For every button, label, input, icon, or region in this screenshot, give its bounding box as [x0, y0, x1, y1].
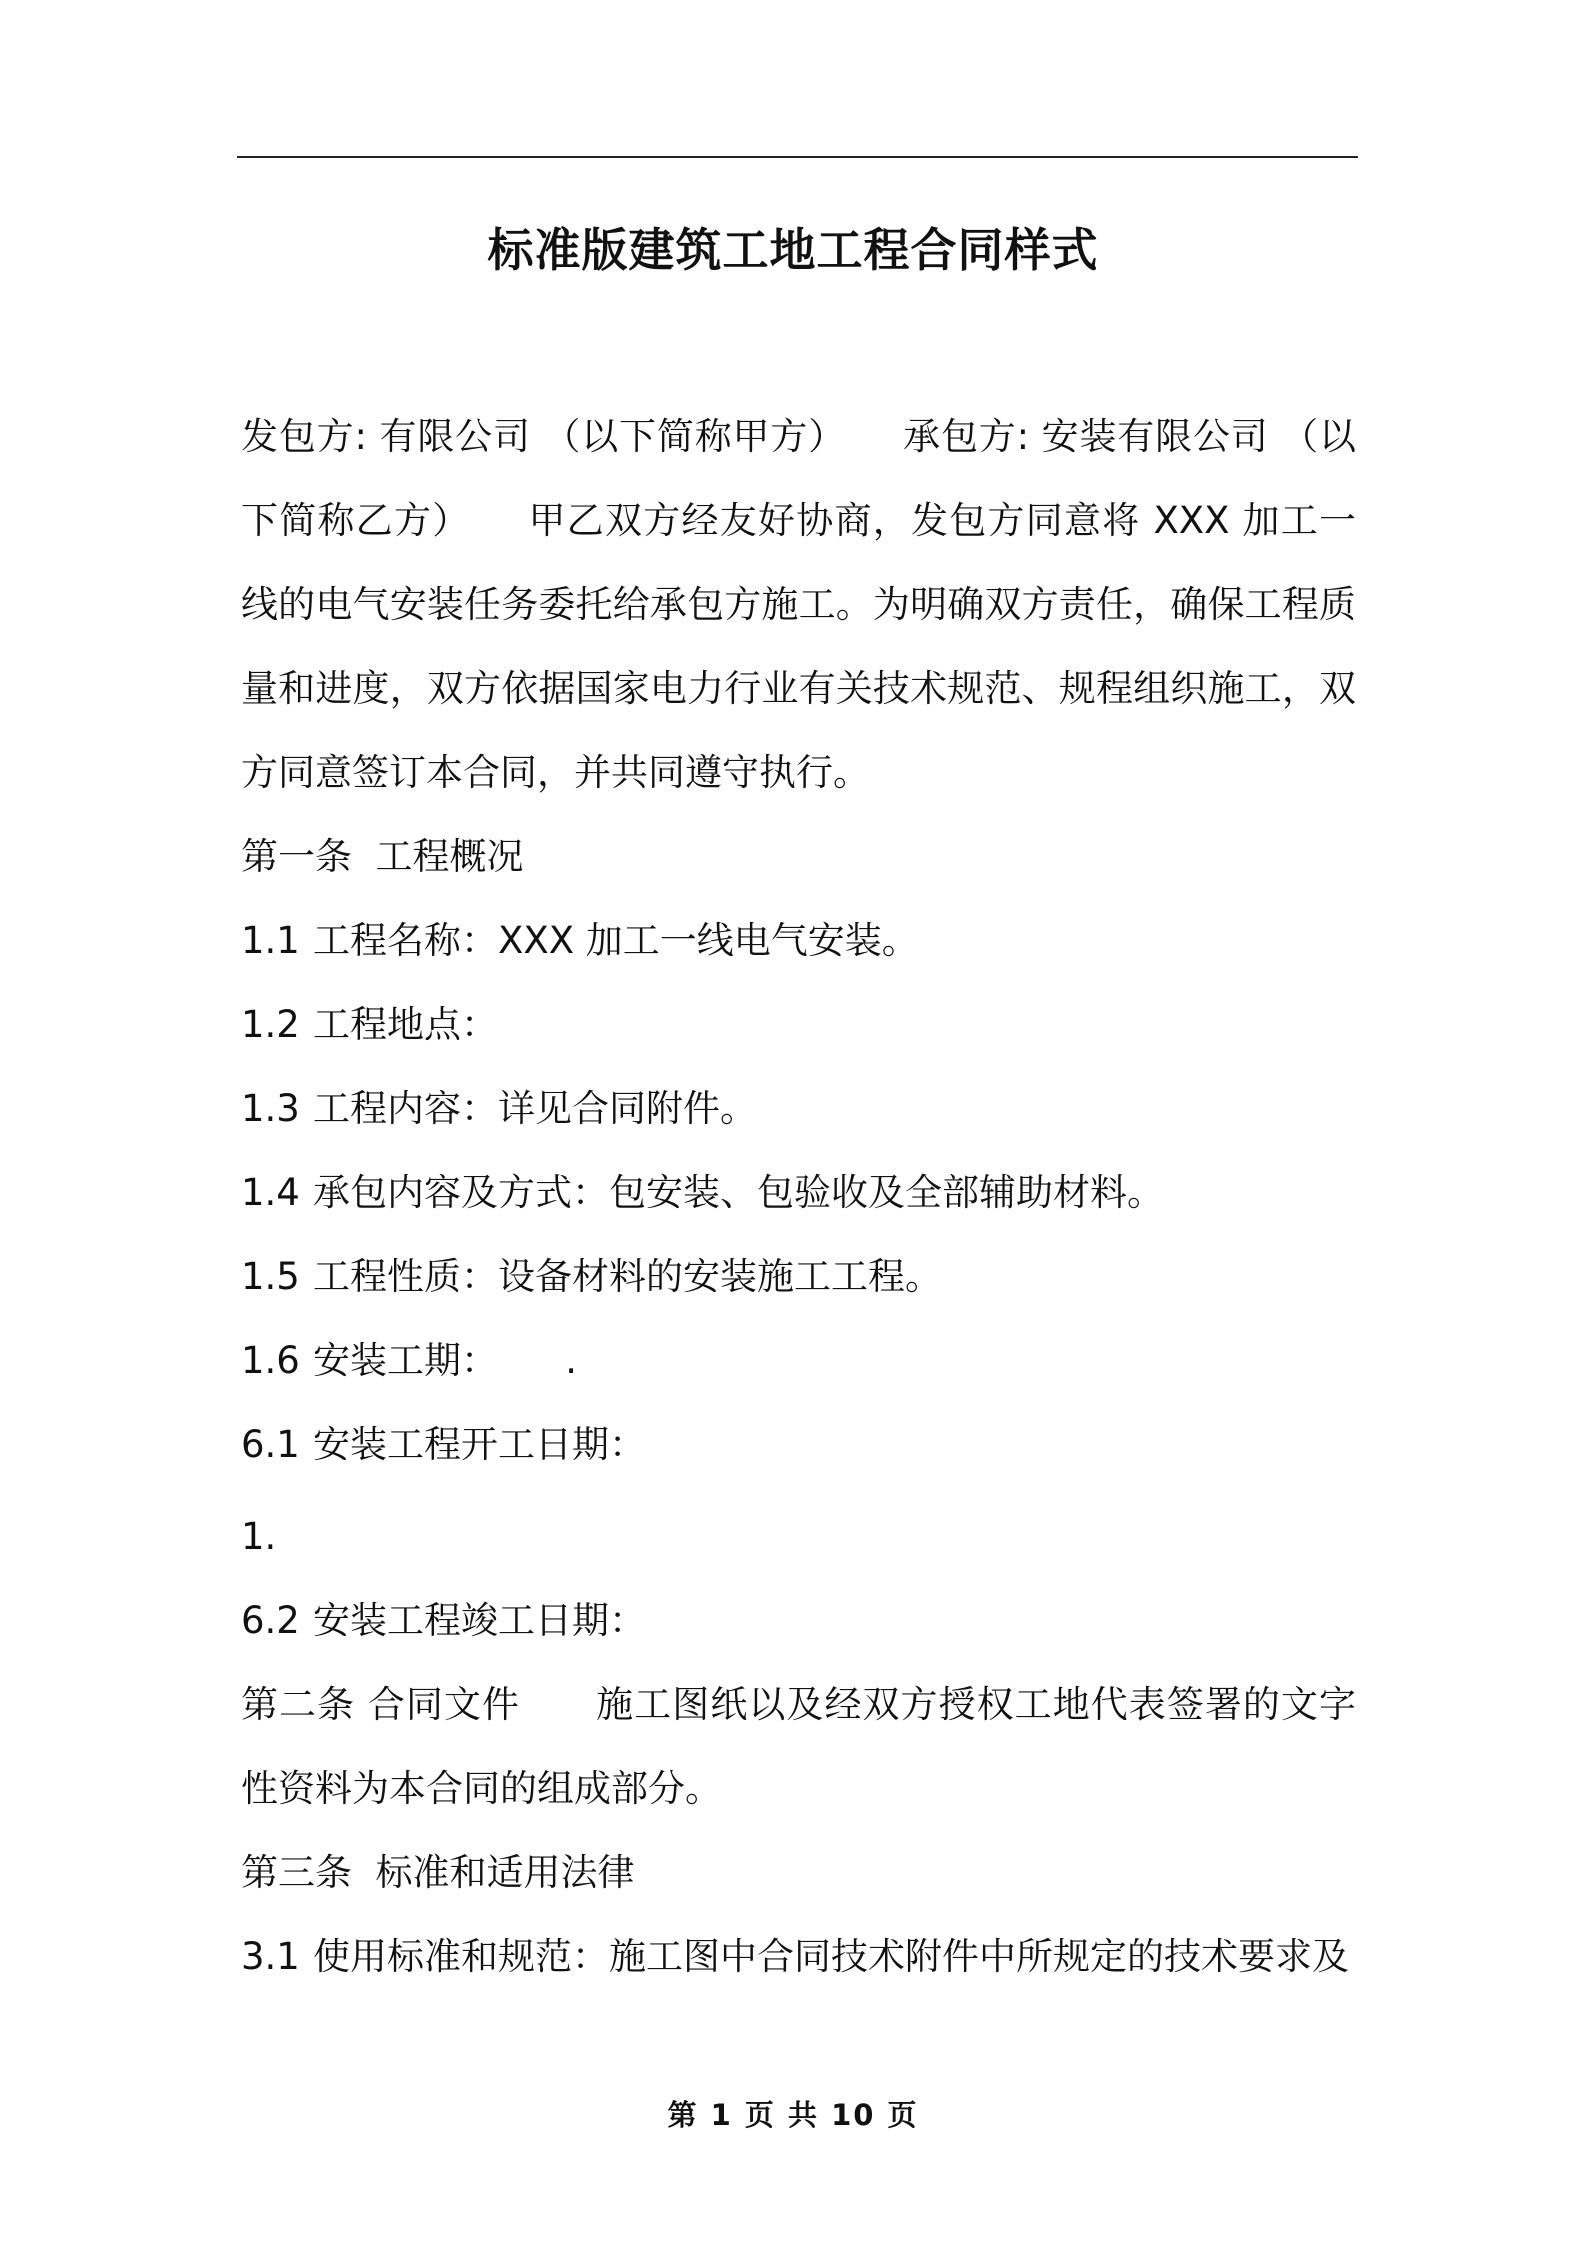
- document-title: 标准版建筑工地工程合同样式: [487, 223, 1099, 277]
- clause-1-2: [241, 983, 1356, 1067]
- clause-number: 1.: [241, 1515, 277, 1558]
- clause-number: 1.2: [241, 1003, 300, 1046]
- clause-6-2: [241, 1579, 1356, 1663]
- footer-total-pages: 10: [831, 2098, 876, 2132]
- clause-text: 工程内容：详见合同附件。: [313, 1087, 757, 1130]
- clause-number: 6.2: [241, 1599, 300, 1642]
- article-1-heading: 第一条 工程概况: [241, 835, 524, 878]
- clause-number: 1.5: [241, 1255, 300, 1298]
- clause-text: 使用标准和规范：施工图中合同技术附件中所规定的技术要求及: [313, 1935, 1349, 1978]
- clause-3-1: [241, 1915, 1356, 1999]
- header-rule: [237, 156, 1358, 158]
- clause-text: 工程名称：XXX 加工一线电气安装。: [313, 919, 919, 962]
- clause-6-1: [241, 1403, 1356, 1487]
- intro-paragraph: 发包方: 有限公司 （以下简称甲方） 承包方: 安装有限公司 （以下简称乙方） 甲乙双方经友好协商，发包方同意将 XXX 加工一线的电气安装任务委托给承包方施工。为明确双方责任，确保工程质量和进度，双方依据国家电力行业有关技术规范、规程组织施工，双方同意签订本合同，并共同遵守执行。: [241, 415, 1356, 794]
- clause-1-6: [241, 1319, 1356, 1403]
- clause-text: 承包内容及方式：包安装、包验收及全部辅助材料。: [313, 1171, 1164, 1214]
- footer-suffix: 页: [887, 2098, 919, 2132]
- clause-text: 工程地点：: [313, 1003, 498, 1046]
- footer-prefix: 第: [667, 2098, 699, 2132]
- clause-1-1: [241, 899, 1356, 983]
- article-3-heading: 第三条 标准和适用法律: [241, 1851, 635, 1894]
- clause-text: 安装工程竣工日期：: [313, 1599, 646, 1642]
- clause-1-4: [241, 1151, 1356, 1235]
- clause-1-5: [241, 1235, 1356, 1319]
- clause-number: 1.6: [241, 1339, 300, 1382]
- clause-blank-numbered: [241, 1495, 1356, 1579]
- clause-number: 1.1: [241, 919, 300, 962]
- clause-text: 安装工期： .: [313, 1339, 578, 1382]
- document-body: [241, 395, 1356, 1999]
- clause-number: 1.4: [241, 1171, 300, 1214]
- clause-text: 安装工程开工日期：: [313, 1423, 646, 1466]
- clause-text: 工程性质：设备材料的安装施工工程。: [313, 1255, 942, 1298]
- footer-page-number: 1: [710, 2098, 733, 2132]
- clause-1-3: [241, 1067, 1356, 1151]
- clause-number: 3.1: [241, 1935, 300, 1978]
- article-2-paragraph: 第二条 合同文件 施工图纸以及经双方授权工地代表签署的文字性资料为本合同的组成部分。: [241, 1683, 1356, 1810]
- clause-number: 1.3: [241, 1087, 300, 1130]
- page-footer: [0, 2095, 1586, 2135]
- clause-number: 6.1: [241, 1423, 300, 1466]
- footer-middle: 页 共: [744, 2098, 819, 2132]
